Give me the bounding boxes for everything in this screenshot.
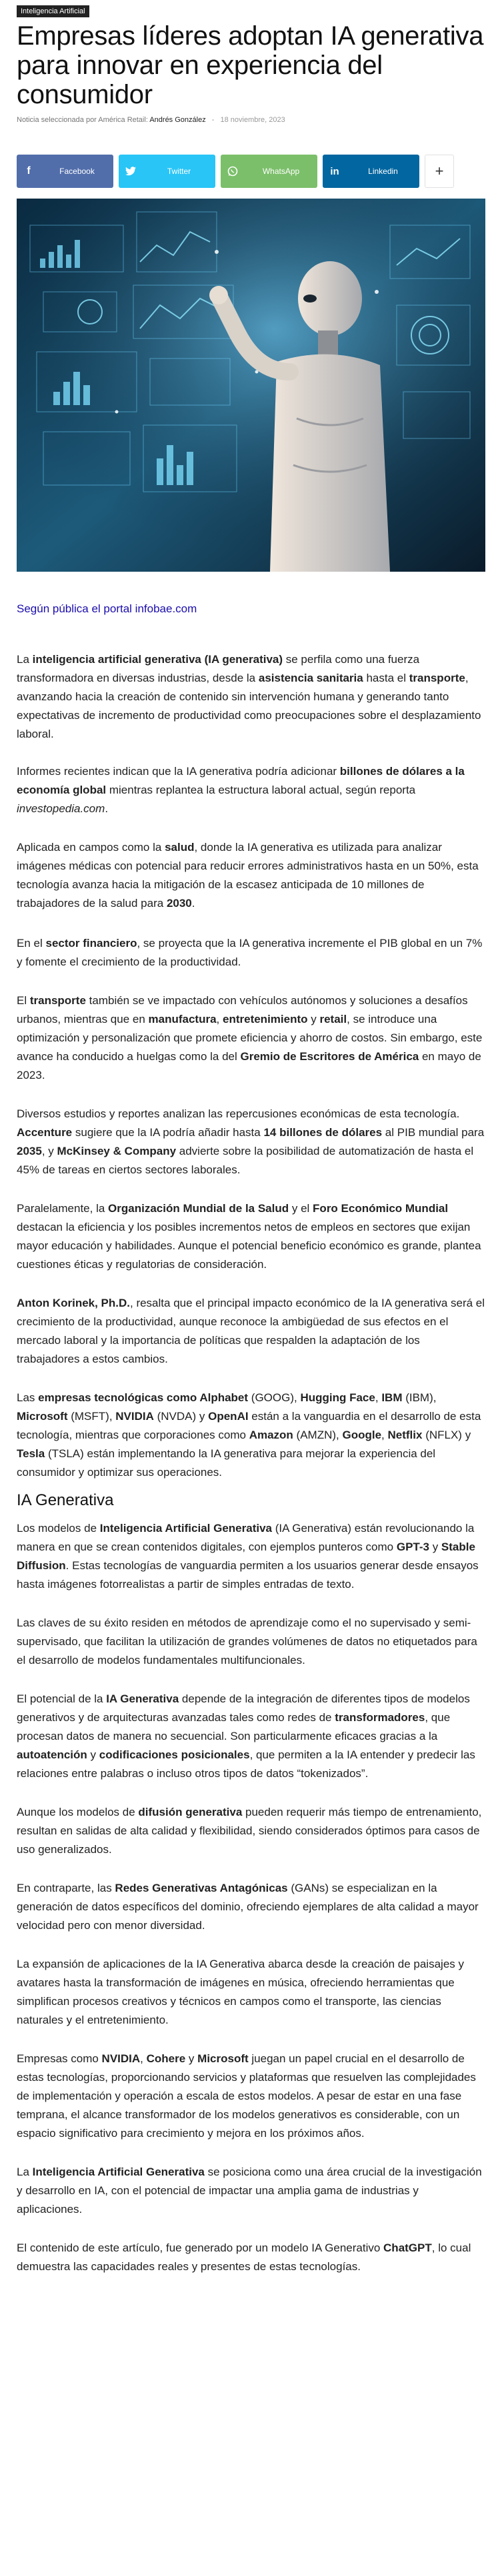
share-more-button[interactable]	[425, 155, 454, 188]
category-badge[interactable]: Inteligencia Artificial	[17, 5, 89, 17]
paragraph-3: Aplicada en campos como la salud, donde la IA generativa es utilizada para analizar imágenes médicas con potencial para reducir errores administrativos hasta en un 50%, esta tecnología avanza hacia la mitigación de la escasez anticipada de 10 millones de trabajadores de la salud para 2030.	[17, 841, 479, 910]
page-title: Empresas líderes adoptan IA generativa para innovar en experiencia del consumidor	[17, 21, 484, 109]
paragraph-1: La inteligencia artificial generativa (IA generativa) se perfila como una fuerza transformadora en diversas industrias, desde la asistencia sanitaria hasta el transporte, avanzando hacia la creación de contenido sin intervención humana y generando tanto expectativas de incremento de productividad como preocupaciones sobre el desplazamiento laboral.	[17, 653, 481, 740]
paragraph-12: El potencial de la IA Generativa depende de la integración de diferentes tipos de modelos generativos y de arquitecturas avanzadas tales como redes de transformadores, que procesan datos de manera no secuencial. Son particularmente eficaces gracias a la autoatención y codificaciones posicionales, que permiten a la IA entender y predecir las relaciones entre palabras o incluso otros tipos de datos “tokenizados”.	[17, 1692, 475, 1780]
paragraph-4: En el sector financiero, se proyecta que la IA generativa incremente el PIB global en un 7% y fomente el crecimiento de la productividad.	[17, 937, 483, 968]
paragraph-15: La expansión de aplicaciones de la IA Generativa abarca desde la creación de paisajes y avatares hasta la transformación de imágenes en música, ofreciendo herramientas que simplifican procesos creativos y técnicos en campos como el transporte, las ciencias naturales y el entretenimiento.	[17, 1958, 464, 2026]
share-whatsapp-button[interactable]	[221, 155, 317, 188]
linkedin-icon: in	[330, 165, 339, 177]
article-body	[17, 650, 485, 2276]
author-name[interactable]: Andrés González	[149, 116, 206, 124]
article-meta	[17, 116, 485, 124]
paragraph-7: Paralelamente, la Organización Mundial de la Salud y el Foro Económico Mundial destacan la eficiencia y los posibles incrementos netos de empleos en sectores que exijan mayor educación y habilidades. Aunque el potencial beneficio económico es grande, plantea cuestiones éticas y regulatorias de consideración.	[17, 1202, 481, 1271]
meta-prefix: Noticia seleccionada por América Retail:	[17, 116, 148, 124]
paragraph-13: Aunque los modelos de difusión generativa pueden requerir más tiempo de entrenamiento, resultan en salidas de alta calidad y flexibilidad, siendo considerados óptimos para casos de uso generalizados.	[17, 1806, 482, 1856]
meta-separator: -	[211, 116, 215, 124]
share-twitter-label: Twitter	[167, 167, 191, 176]
source-link[interactable]: Según pública el portal infobae.com	[17, 602, 197, 615]
share-bar	[17, 155, 485, 188]
paragraph-10: Los modelos de Inteligencia Artificial Generativa (IA Generativa) están revolucionando la manera en que se crean contenidos digitales, con ejemplos punteros como GPT-3 y Stable Diffusion. Estas tecnologías de vanguardia permiten a los usuarios generar desde ensayos hasta imágenes fotorrealistas a partir de simples entradas de texto.	[17, 1522, 479, 1591]
paragraph-2: Informes recientes indican que la IA generativa podría adicionar billones de dólares a la economía global mientras replantea la estructura laboral actual, según reporta investopedia.com.	[17, 765, 465, 815]
paragraph-8: Anton Korinek, Ph.D., resalta que el principal impacto económico de la IA generativa será el crecimiento de la productividad, aunque reconoce la ambigüedad de sus efectos en el mercado laboral y la importancia de políticas que respalden la adaptación de los trabajadores a estos cambios.	[17, 1297, 485, 1365]
share-linkedin-button[interactable]	[323, 155, 419, 188]
share-linkedin-label: Linkedin	[368, 167, 398, 176]
share-facebook-label: Facebook	[59, 167, 95, 176]
share-twitter-button[interactable]	[119, 155, 215, 188]
plus-icon: +	[435, 163, 444, 179]
paragraph-6: Diversos estudios y reportes analizan las repercusiones económicas de esta tecnología. Accenture sugiere que la IA podría añadir hasta 14 billones de dólares al PIB mundial para 2035, y McKinsey & Company advierte sobre la posibilidad de automatización de hasta el 45% de tareas en ciertos sectores laborales.	[17, 1107, 485, 1176]
whatsapp-icon	[221, 166, 245, 177]
hero-image	[17, 199, 485, 572]
share-facebook-button[interactable]	[17, 155, 113, 188]
publish-date: 18 noviembre, 2023	[220, 116, 285, 124]
twitter-icon	[119, 167, 143, 176]
paragraph-18: El contenido de este artículo, fue generado por un modelo IA Generativo ChatGPT, lo cual demuestra las capacidades reales y presentes de estas tecnologías.	[17, 2242, 471, 2273]
section-heading: IA Generativa	[17, 1491, 114, 1509]
paragraph-16: Empresas como NVIDIA, Cohere y Microsoft juegan un papel crucial en el desarrollo de estas tecnologías, proporcionando servicios y plataformas que resuelven las complejidades de implementación y operación a escala de estos modelos. A pesar de estar en una fase temprana, el alcance transformador de los modelos generativos es considerable, con un espacio significativo para crecimiento y mejora en los próximos años.	[17, 2052, 476, 2140]
paragraph-17: La Inteligencia Artificial Generativa se posiciona como una área crucial de la investigación y desarrollo en IA, con el potencial de impactar una amplia gama de industrias y aplicaciones.	[17, 2166, 482, 2216]
paragraph-14: En contraparte, las Redes Generativas Antagónicas (GANs) se especializan en la generación de datos específicos del dominio, ofreciendo ejemplares de alta calidad a mayor velocidad pero con menor diversidad.	[17, 1882, 479, 1932]
hero-illustration	[17, 199, 485, 572]
share-whatsapp-label: WhatsApp	[262, 167, 300, 176]
paragraph-11: Las claves de su éxito residen en métodos de aprendizaje como el no supervisado y semi-supervisado, que facilitan la utilización de grandes volúmenes de datos no etiquetados para el desarrollo de modelos fundamentales multifuncionales.	[17, 1616, 477, 1666]
facebook-icon: f	[27, 165, 31, 177]
paragraph-5: El transporte también se ve impactado con vehículos autónomos y soluciones a desafíos urbanos, mientras que en manufactura, entretenimiento y retail, se introduce una optimización y personalización que promete eficiencia y ahorro de costos. Sin embargo, este avance ha conducido a huelgas como la del Gremio de Escritores de América en mayo de 2023.	[17, 994, 483, 1081]
paragraph-9: Las empresas tecnológicas como Alphabet (GOOG), Hugging Face, IBM (IBM), Microsoft (MSFT), NVIDIA (NVDA) y OpenAI están a la vanguardia en el desarrollo de esta tecnología, mientras que corporaciones como Amazon (AMZN), Google, Netflix (NFLX) y Tesla (TSLA) están implementando la IA generativa para mejorar la experiencia del consumidor y optimizar sus operaciones.	[17, 1391, 481, 1479]
